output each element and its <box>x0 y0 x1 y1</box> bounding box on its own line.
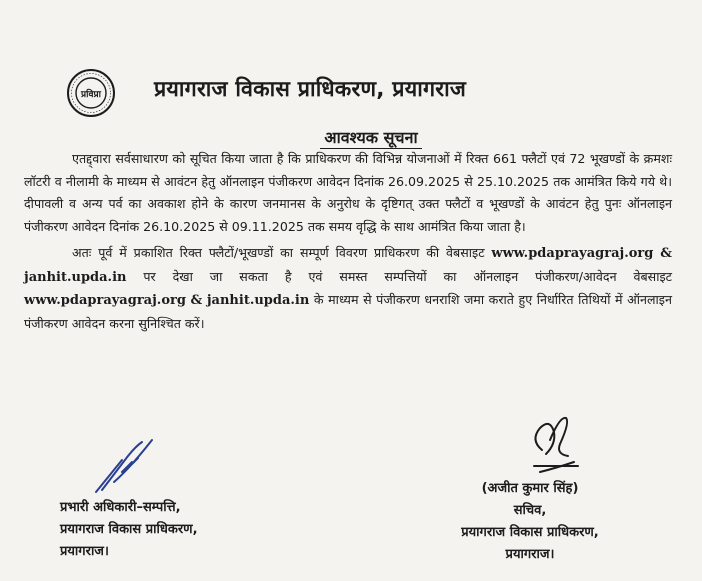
organization-title: प्रयागराज विकास प्राधिकरण, प्रयागराज <box>154 77 466 102</box>
para2-text-b: पर देखा जा सकता है एवं समस्त सम्पत्तियों का ऑनलाइन पंजीकरण/आवेदन वेबसाइट <box>143 268 672 284</box>
letterhead <box>62 64 622 120</box>
website-link-4: janhit.upda.in <box>206 293 310 308</box>
notice-body <box>24 148 672 335</box>
ampersand-2: & <box>190 293 203 308</box>
right-signature-icon <box>520 410 590 476</box>
right-designation: सचिव, <box>513 503 547 518</box>
para2-text-a: अतः पूर्व में प्रकाशित रिक्त फ्लैटों/भूखण्डों का सम्पूर्ण विवरण प्राधिकरण की वेबसाइट <box>72 245 485 260</box>
notice-heading <box>0 126 702 148</box>
left-city: प्रयागराज। <box>60 544 109 559</box>
right-city: प्रयागराज। <box>505 547 555 562</box>
pda-seal-icon <box>66 68 116 118</box>
logo-center-text: प्रविप्रा <box>81 90 101 100</box>
left-signature-icon <box>92 432 162 498</box>
notice-title: आवश्यक सूचना <box>320 128 421 149</box>
ampersand-1: & <box>660 246 672 261</box>
left-organization: प्रयागराज विकास प्राधिकरण, <box>60 522 198 537</box>
para2-text-c: के माध्यम से पंजीकरण धनराशि जमा कराते हुए निर्धारित तिथियों में ऑनलाइन पंजीकरण आवेदन करना सुनिश्चित करें। <box>24 292 672 331</box>
right-organization: प्रयागराज विकास प्राधिकरण, <box>461 525 599 540</box>
left-designation: प्रभारी अधिकारी–सम्पत्ति, <box>60 500 181 515</box>
website-link-3: www.pdaprayagraj.org <box>24 293 186 308</box>
website-link-1: www.pdaprayagraj.org <box>491 246 654 261</box>
paragraph-1: एतद्द्वारा सर्वसाधारण को सूचित किया जाता है कि प्राधिकरण की विभिन्न योजनाओं में रिक्त 661 फ्लैटों एवं 72 भूखण्डों के क्रमशः लॉटरी व नीलामी के माध्यम से आवंटन हेतु ऑनलाइन पंजीकरण आवेदन दिनांक 26.09.2025 से 25.10.2025 तक आमंत्रित किये गये थे। दीपावली व अन्य पर्व का अवकाश होने के कारण जनमानस के अनुरोध के दृष्टिगत् उक्त फ्लैटों व भूखण्डों के आवंटन हेतु पुनः ऑनलाइन पंजीकरण आवेदन दिनांक 26.10.2025 से 09.11.2025 तक समय वृद्धि के साथ आमंत्रित किया जाता है। <box>24 151 672 234</box>
paragraph-2 <box>24 242 672 335</box>
website-link-2: janhit.updа.in <box>24 269 127 285</box>
signatory-left <box>60 497 198 563</box>
signatory-right <box>430 478 630 566</box>
right-name: (अजीत कुमार सिंह) <box>481 481 579 496</box>
